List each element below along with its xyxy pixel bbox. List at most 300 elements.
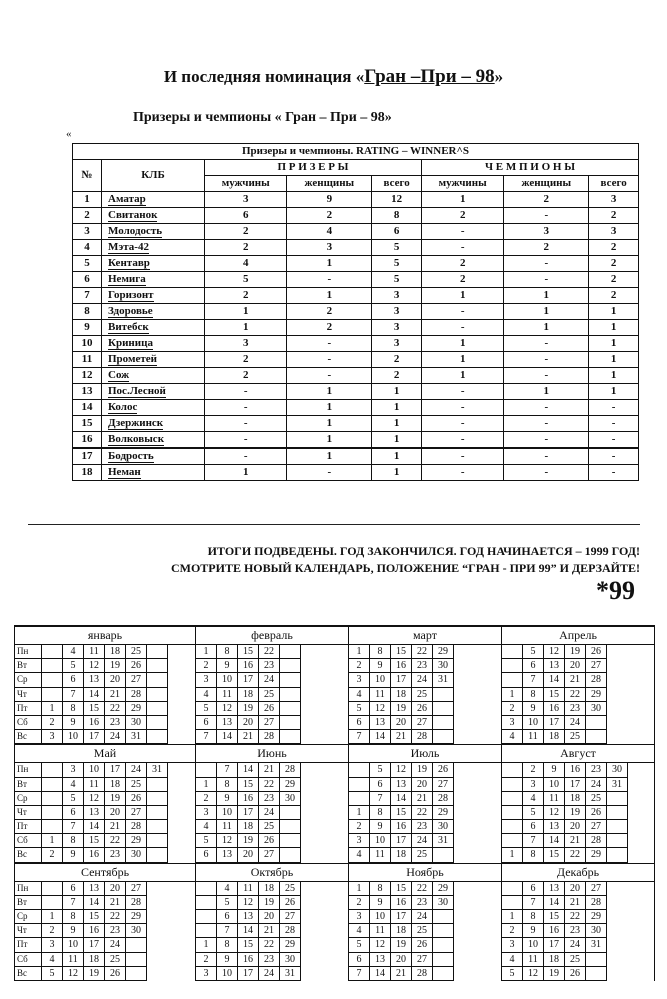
- week-column: [523, 763, 544, 862]
- rank-cell: 8: [73, 304, 102, 320]
- day-cell: 13: [370, 953, 391, 967]
- day-cell: 20: [391, 953, 412, 967]
- champions-women-cell: 1: [504, 384, 589, 400]
- day-cell: [280, 716, 301, 730]
- day-cell: [586, 967, 607, 981]
- week-column: [126, 882, 147, 981]
- day-cell: 30: [433, 896, 454, 910]
- day-cell: 10: [217, 967, 238, 981]
- day-cell: 25: [126, 778, 147, 792]
- week-column: [217, 645, 238, 744]
- club-cell: [102, 192, 205, 208]
- day-cell: 16: [544, 702, 565, 716]
- prizers-women-cell: 3: [287, 240, 372, 256]
- day-cell: 27: [586, 882, 607, 896]
- day-cell: 19: [238, 834, 259, 848]
- calendar-quarter: [15, 627, 655, 744]
- champions-men-cell: -: [421, 320, 503, 336]
- week-column: [433, 645, 454, 744]
- day-cell: 21: [259, 924, 280, 938]
- day-cell: 14: [238, 924, 259, 938]
- day-cell: 9: [63, 924, 84, 938]
- prizers-women-cell: -: [287, 272, 372, 288]
- day-cell: 9: [370, 820, 391, 834]
- day-cell: 16: [238, 792, 259, 806]
- prizers-total-cell: 1: [372, 400, 422, 416]
- rank-cell: 2: [73, 208, 102, 224]
- day-cell: 27: [126, 673, 147, 687]
- day-cell: 31: [586, 938, 607, 952]
- day-name: Вс: [15, 730, 41, 744]
- prizers-men-cell: -: [205, 384, 287, 400]
- week-column: [147, 763, 168, 862]
- day-cell: 28: [412, 730, 433, 744]
- week-column: [63, 645, 84, 744]
- day-cell: 3: [523, 778, 544, 792]
- day-cell: 29: [433, 645, 454, 659]
- day-name: Чт: [15, 924, 41, 938]
- champions-women-cell: 3: [504, 224, 589, 240]
- calendar-month: [196, 745, 349, 862]
- day-cell: [147, 806, 168, 820]
- rank-cell: 13: [73, 384, 102, 400]
- champions-men-cell: -: [421, 224, 503, 240]
- day-cell: 26: [105, 967, 126, 981]
- day-cell: 1: [502, 848, 523, 862]
- day-cell: 28: [280, 763, 301, 777]
- table-row: [73, 320, 639, 336]
- week-column: [502, 882, 523, 981]
- day-cell: 19: [105, 792, 126, 806]
- day-name: Пт: [15, 820, 41, 834]
- rank-cell: 18: [73, 465, 102, 481]
- calendar-month: [349, 627, 502, 744]
- prizers-women-cell: 1: [287, 448, 372, 465]
- day-cell: 16: [565, 763, 586, 777]
- day-cell: 15: [238, 645, 259, 659]
- day-cell: [42, 882, 63, 896]
- day-cell: 12: [84, 792, 105, 806]
- day-name: Ср: [15, 673, 41, 687]
- day-name: Сб: [15, 953, 41, 967]
- day-cell: 12: [84, 659, 105, 673]
- day-cell: 30: [280, 953, 301, 967]
- winners-table: [72, 143, 639, 481]
- day-cell: 21: [565, 834, 586, 848]
- day-cell: [196, 882, 217, 896]
- week-column: [349, 645, 370, 744]
- champions-men-cell: 2: [421, 256, 503, 272]
- club-cell: [102, 320, 205, 336]
- day-cell: 25: [126, 645, 147, 659]
- day-cell: [147, 659, 168, 673]
- day-cell: 2: [42, 924, 63, 938]
- day-cell: 17: [391, 673, 412, 687]
- day-cell: 18: [259, 882, 280, 896]
- day-cell: 6: [196, 848, 217, 862]
- week-column: [238, 882, 259, 981]
- day-cell: [502, 778, 523, 792]
- day-cell: 20: [105, 806, 126, 820]
- week-column: [565, 882, 586, 981]
- day-cell: [433, 716, 454, 730]
- prizers-total-cell: 3: [372, 336, 422, 352]
- day-name: Чт: [15, 806, 41, 820]
- prizers-men-cell: 2: [205, 288, 287, 304]
- week-column: [502, 763, 523, 862]
- rank-cell: 7: [73, 288, 102, 304]
- day-cell: [502, 763, 523, 777]
- day-cell: 24: [105, 730, 126, 744]
- week-column: [349, 763, 370, 862]
- day-cell: 1: [349, 645, 370, 659]
- day-cell: 30: [126, 848, 147, 862]
- day-cell: 5: [63, 659, 84, 673]
- champions-women-cell: -: [504, 256, 589, 272]
- prizers-women-cell: 2: [287, 208, 372, 224]
- day-cell: 13: [217, 848, 238, 862]
- champions-total-cell: 2: [589, 272, 639, 288]
- champions-total-cell: 1: [589, 352, 639, 368]
- day-cell: 31: [147, 763, 168, 777]
- week-column: [370, 882, 391, 981]
- day-name: Пт: [15, 702, 41, 716]
- club-cell: [102, 224, 205, 240]
- week-column: [63, 763, 84, 862]
- champions-men-cell: -: [421, 384, 503, 400]
- week-column: [349, 882, 370, 981]
- day-cell: 24: [259, 967, 280, 981]
- prizers-men-cell: 2: [205, 224, 287, 240]
- day-cell: 7: [523, 673, 544, 687]
- day-cell: 4: [502, 953, 523, 967]
- day-cell: 22: [412, 806, 433, 820]
- day-cell: 2: [349, 820, 370, 834]
- day-cell: 30: [607, 763, 628, 777]
- day-cell: 15: [544, 688, 565, 702]
- day-cell: [196, 896, 217, 910]
- week-column: [147, 645, 168, 744]
- day-cell: 15: [238, 778, 259, 792]
- day-cell: 28: [126, 820, 147, 834]
- day-cell: 23: [565, 702, 586, 716]
- prizers-total-cell: 1: [372, 384, 422, 400]
- day-cell: 30: [586, 924, 607, 938]
- champions-women-cell: 2: [504, 192, 589, 208]
- rank-cell: 3: [73, 224, 102, 240]
- day-cell: [607, 806, 628, 820]
- day-name: Вс: [15, 848, 41, 862]
- day-cell: 11: [370, 848, 391, 862]
- day-cell: 18: [565, 792, 586, 806]
- day-cell: [147, 820, 168, 834]
- week-column: [523, 882, 544, 981]
- day-cell: [433, 910, 454, 924]
- champions-total-cell: -: [589, 432, 639, 449]
- week-column: [84, 763, 105, 862]
- week-column: [391, 763, 412, 862]
- summary: [60, 543, 640, 577]
- week-column: [196, 763, 217, 862]
- day-cell: 25: [565, 953, 586, 967]
- week-column: [433, 882, 454, 981]
- club-cell: [102, 336, 205, 352]
- prizers-women-cell: -: [287, 352, 372, 368]
- day-cell: 4: [196, 820, 217, 834]
- day-cell: 25: [259, 820, 280, 834]
- champions-women-cell: -: [504, 208, 589, 224]
- day-names-column: [15, 882, 42, 981]
- day-cell: [607, 834, 628, 848]
- day-cell: 5: [217, 896, 238, 910]
- day-cell: 8: [523, 848, 544, 862]
- day-cell: 12: [238, 896, 259, 910]
- champions-total-cell: -: [589, 416, 639, 432]
- day-cell: 27: [280, 910, 301, 924]
- day-cell: 2: [349, 659, 370, 673]
- month-name: Апрель: [502, 627, 654, 645]
- day-cell: 26: [412, 938, 433, 952]
- champions-women-cell: -: [504, 368, 589, 384]
- prizers-total-cell: 1: [372, 416, 422, 432]
- day-cell: 22: [105, 834, 126, 848]
- day-cell: 11: [63, 953, 84, 967]
- day-cell: 26: [433, 763, 454, 777]
- day-cell: [147, 730, 168, 744]
- day-cell: 14: [391, 792, 412, 806]
- day-cell: 7: [217, 924, 238, 938]
- prizers-men-cell: 5: [205, 272, 287, 288]
- day-cell: 16: [391, 820, 412, 834]
- day-cell: 3: [349, 834, 370, 848]
- day-cell: 14: [217, 730, 238, 744]
- day-cell: 13: [84, 806, 105, 820]
- day-cell: 7: [370, 792, 391, 806]
- table-row: [73, 368, 639, 384]
- day-cell: [280, 702, 301, 716]
- day-cell: 11: [370, 688, 391, 702]
- day-cell: 8: [523, 910, 544, 924]
- day-cell: 4: [217, 882, 238, 896]
- day-names-column: [15, 645, 42, 744]
- day-cell: 24: [412, 910, 433, 924]
- prizers-women-cell: 4: [287, 224, 372, 240]
- week-column: [105, 763, 126, 862]
- day-cell: 27: [126, 806, 147, 820]
- champions-total-cell: 1: [589, 320, 639, 336]
- day-cell: 30: [433, 659, 454, 673]
- day-cell: 20: [565, 820, 586, 834]
- day-cell: 6: [349, 953, 370, 967]
- prizers-total-cell: 5: [372, 272, 422, 288]
- day-cell: 24: [412, 834, 433, 848]
- day-cell: 1: [42, 834, 63, 848]
- club-name: Неман: [108, 466, 141, 478]
- club-name: Витебск: [108, 321, 149, 333]
- day-cell: 21: [105, 820, 126, 834]
- day-cell: 11: [217, 688, 238, 702]
- day-cell: 20: [105, 882, 126, 896]
- week-column: [391, 882, 412, 981]
- week-column: [238, 763, 259, 862]
- day-cell: 7: [217, 763, 238, 777]
- prizers-total-cell: 12: [372, 192, 422, 208]
- day-cell: 1: [196, 938, 217, 952]
- day-cell: 16: [84, 716, 105, 730]
- day-cell: [433, 967, 454, 981]
- day-cell: 23: [259, 792, 280, 806]
- champions-women-cell: -: [504, 336, 589, 352]
- day-cell: 15: [238, 938, 259, 952]
- day-cell: [147, 778, 168, 792]
- day-cell: 31: [280, 967, 301, 981]
- day-cell: [349, 792, 370, 806]
- day-cell: 14: [370, 967, 391, 981]
- prizers-total-cell: 5: [372, 240, 422, 256]
- prizers-men-cell: -: [205, 448, 287, 465]
- day-cell: 7: [523, 834, 544, 848]
- day-cell: 8: [370, 882, 391, 896]
- day-cell: 12: [523, 967, 544, 981]
- day-cell: 3: [42, 730, 63, 744]
- champions-total-cell: 2: [589, 288, 639, 304]
- day-cell: [607, 848, 628, 862]
- club-name: Дзержинск: [108, 417, 164, 429]
- table-row: [73, 400, 639, 416]
- day-cell: 8: [63, 834, 84, 848]
- champions-women-cell: 2: [504, 240, 589, 256]
- day-name: Вт: [15, 659, 41, 673]
- day-cell: 27: [586, 820, 607, 834]
- day-cell: 11: [84, 645, 105, 659]
- prizers-women-cell: 1: [287, 416, 372, 432]
- day-cell: 8: [63, 702, 84, 716]
- day-cell: 26: [586, 645, 607, 659]
- day-cell: 20: [565, 882, 586, 896]
- prizers-women-cell: 2: [287, 304, 372, 320]
- day-cell: 22: [259, 645, 280, 659]
- champions-women-cell: 1: [504, 320, 589, 336]
- week-column: [544, 763, 565, 862]
- summary-line-1: ИТОГИ ПОДВЕДЕНЫ. ГОД ЗАКОНЧИЛСЯ. ГОД НАЧИНАЕТСЯ – 1999 ГОД!: [207, 544, 640, 558]
- day-cell: [280, 673, 301, 687]
- day-cell: [280, 688, 301, 702]
- day-cell: 25: [412, 924, 433, 938]
- day-cell: 14: [544, 896, 565, 910]
- week-column: [412, 645, 433, 744]
- club-cell: [102, 240, 205, 256]
- year-mark: *99: [596, 576, 635, 605]
- day-cell: 13: [217, 716, 238, 730]
- prizers-total-cell: 8: [372, 208, 422, 224]
- rank-cell: 6: [73, 272, 102, 288]
- day-cell: [502, 806, 523, 820]
- day-cell: [126, 953, 147, 967]
- club-name: Прометей: [108, 353, 157, 365]
- day-cell: 16: [84, 848, 105, 862]
- day-cell: 3: [196, 967, 217, 981]
- day-cell: 1: [196, 778, 217, 792]
- week-column: [259, 882, 280, 981]
- day-cell: 29: [126, 910, 147, 924]
- prizers-men-cell: 2: [205, 368, 287, 384]
- day-cell: 3: [196, 806, 217, 820]
- day-cell: 6: [63, 806, 84, 820]
- day-cell: 5: [196, 702, 217, 716]
- champions-total-cell: -: [589, 465, 639, 481]
- week-column: [126, 763, 147, 862]
- champions-men-cell: 1: [421, 352, 503, 368]
- day-cell: 9: [370, 896, 391, 910]
- day-names-column: [15, 763, 42, 862]
- rank-cell: 4: [73, 240, 102, 256]
- day-cell: 21: [105, 688, 126, 702]
- day-name: Вт: [15, 896, 41, 910]
- champions-women-cell: -: [504, 465, 589, 481]
- day-cell: 20: [259, 910, 280, 924]
- week-column: [586, 763, 607, 862]
- day-cell: 18: [238, 688, 259, 702]
- day-cell: 11: [523, 730, 544, 744]
- day-cell: 22: [105, 702, 126, 716]
- day-cell: [42, 659, 63, 673]
- day-cell: [42, 896, 63, 910]
- day-cell: 3: [349, 673, 370, 687]
- club-name: Немига: [108, 273, 146, 285]
- club-name: Криница: [108, 337, 153, 349]
- day-cell: 2: [349, 896, 370, 910]
- champions-men-cell: -: [421, 448, 503, 465]
- day-cell: [147, 673, 168, 687]
- day-cell: 2: [502, 702, 523, 716]
- title-emphasis: Гран –При – 98: [364, 66, 495, 87]
- calendar-month: [15, 627, 196, 744]
- club-cell: [102, 416, 205, 432]
- calendar-month: [15, 745, 196, 862]
- day-cell: 9: [217, 792, 238, 806]
- week-column: [607, 763, 628, 862]
- club-cell: [102, 288, 205, 304]
- day-cell: [433, 924, 454, 938]
- week-column: [84, 645, 105, 744]
- day-cell: 20: [105, 673, 126, 687]
- club-name: Горизонт: [108, 289, 154, 301]
- week-column: [259, 763, 280, 862]
- day-cell: [196, 924, 217, 938]
- week-column: [196, 882, 217, 981]
- day-cell: 1: [42, 702, 63, 716]
- day-cell: 6: [523, 659, 544, 673]
- day-cell: 14: [84, 896, 105, 910]
- week-column: [391, 645, 412, 744]
- day-cell: 24: [586, 778, 607, 792]
- table-row: [73, 432, 639, 449]
- club-cell: [102, 304, 205, 320]
- day-cell: 5: [523, 806, 544, 820]
- day-cell: 14: [544, 673, 565, 687]
- day-cell: [433, 953, 454, 967]
- club-cell: [102, 208, 205, 224]
- day-cell: 2: [42, 848, 63, 862]
- prizers-women-cell: 1: [287, 384, 372, 400]
- champions-women-cell: -: [504, 432, 589, 449]
- week-column: [565, 645, 586, 744]
- week-column: [105, 645, 126, 744]
- day-cell: 8: [217, 778, 238, 792]
- champions-men-cell: 1: [421, 192, 503, 208]
- table-row: [73, 304, 639, 320]
- rank-cell: 11: [73, 352, 102, 368]
